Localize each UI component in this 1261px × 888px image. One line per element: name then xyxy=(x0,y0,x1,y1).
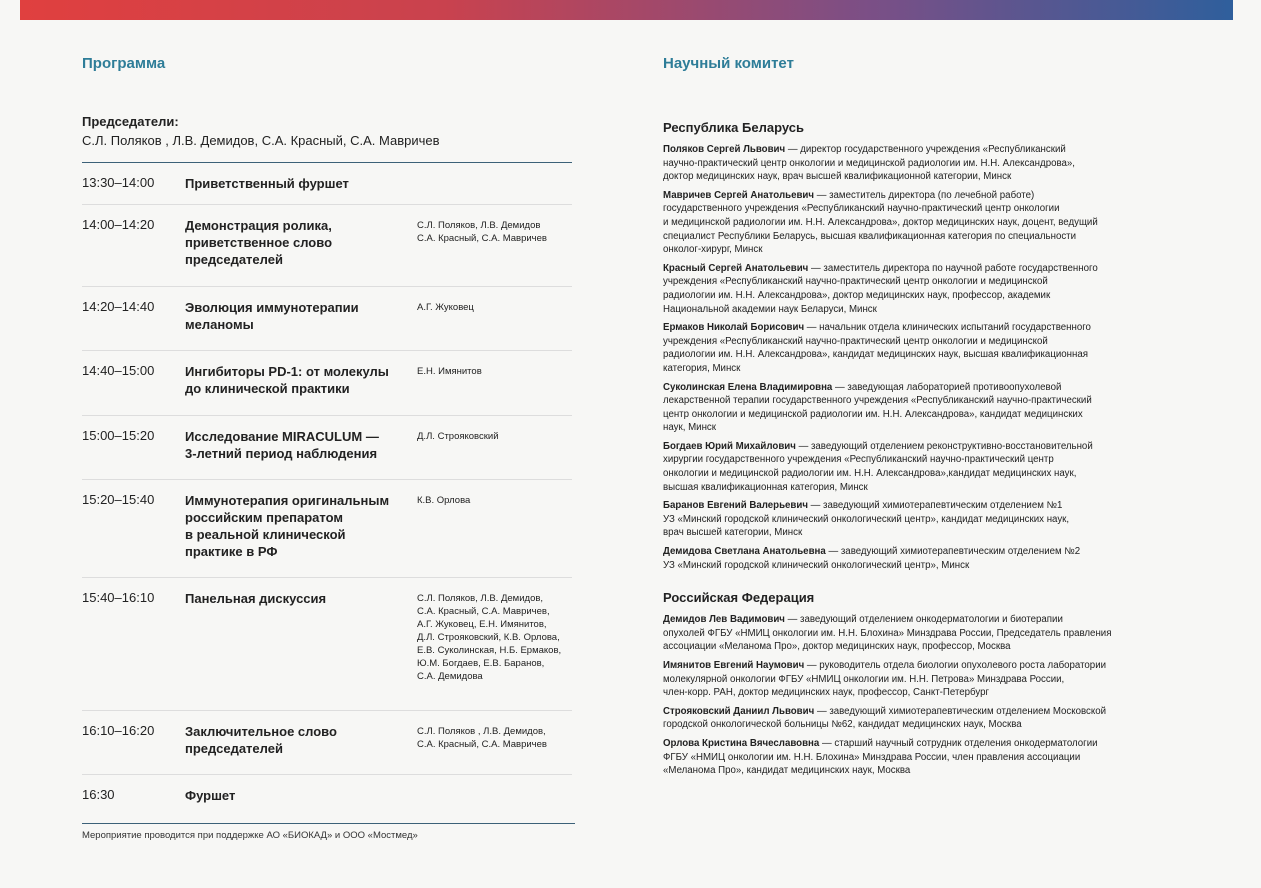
committee-member xyxy=(663,440,1203,494)
member-desc-line: — заведующий отделением онкодерматологии и биотерапии xyxy=(787,614,1063,626)
member-desc-line: лекарственной терапии государственного учреждения «Республиканский научно-практический xyxy=(663,395,1092,407)
member-name: Мавричев Сергей Анатольевич xyxy=(663,189,814,201)
schedule-time: 15:40–16:10 xyxy=(82,590,155,605)
member-desc-line: центр онкологии и медицинской радиологии им. Н.Н. Александрова», кандидат медицинских xyxy=(663,408,1083,420)
schedule-title xyxy=(185,787,417,823)
member-desc-line: категория, Минск xyxy=(663,362,741,374)
schedule-time: 14:00–14:20 xyxy=(82,217,155,232)
committee-group xyxy=(663,120,1203,572)
schedule-row xyxy=(82,578,572,711)
top-gradient-bar xyxy=(20,0,1233,20)
schedule-time: 13:30–14:00 xyxy=(82,175,155,190)
member-desc-line: онкологии и медицинской радиологии им. Н.Н. Александрова»,кандидат медицинских наук, xyxy=(663,468,1077,480)
schedule-speakers xyxy=(417,299,474,350)
schedule-speakers xyxy=(417,363,482,415)
committee-member xyxy=(663,262,1203,316)
member-name: Ермаков Николай Борисович xyxy=(663,322,805,334)
member-desc-line: хирургии государственного учреждения «Республиканский научно-практический центр xyxy=(663,454,1054,466)
member-name: Орлова Кристина Вячеславовна xyxy=(663,737,820,749)
schedule-title-line: Демонстрация ролика, xyxy=(185,218,332,233)
schedule-title xyxy=(185,590,417,710)
member-desc-line: высшая квалификационная категория, Минск xyxy=(663,481,868,493)
member-desc-line: государственного учреждения «Республиканский научно-практический центр онкологии xyxy=(663,203,1060,215)
committee-groups xyxy=(663,120,1203,778)
schedule-time: 14:20–14:40 xyxy=(82,299,155,314)
member-desc-line: — заведующий химиотерапевтическим отделением №2 xyxy=(828,546,1081,558)
committee-column xyxy=(663,55,1203,783)
committee-member xyxy=(663,381,1203,435)
speaker-line: С.Л. Поляков , Л.В. Демидов, xyxy=(417,726,546,737)
member-desc-line: наук, Минск xyxy=(663,422,717,434)
schedule-title-line: Эволюция иммунотерапии xyxy=(185,300,359,315)
member-name: Поляков Сергей Львович xyxy=(663,144,786,155)
schedule-speakers xyxy=(417,217,547,286)
member-desc-line: — заведующая лабораторией противоопухолевой xyxy=(835,381,1062,393)
schedule-title-line: Ингибиторы PD-1: от молекулы xyxy=(185,364,389,379)
schedule-time: 16:30 xyxy=(82,787,115,802)
program-schedule xyxy=(82,163,572,823)
member-desc-line: городской онкологической больницы №62, кандидат медицинских наук, Москва xyxy=(663,719,1022,731)
member-desc-line: УЗ «Минский городской клинический онкологический центр», кандидат медицинских наук, xyxy=(663,513,1070,525)
speaker-line: С.А. Красный, С.А. Мавричев xyxy=(417,233,547,244)
schedule-title-line: до клинической практики xyxy=(185,381,350,396)
schedule-time: 16:10–16:20 xyxy=(82,723,155,738)
schedule-row xyxy=(82,351,572,416)
committee-member xyxy=(663,143,1203,184)
schedule-title-line: Исследование MIRACULUM — xyxy=(185,429,379,444)
speaker-line: К.В. Орлова xyxy=(417,495,471,506)
schedule-title-line: в реальной клинической xyxy=(185,527,346,542)
schedule-row xyxy=(82,775,572,823)
committee-group xyxy=(663,590,1203,778)
committee-member xyxy=(663,613,1203,654)
member-desc-line: «Меланома Про», кандидат медицинских наук, Москва xyxy=(663,765,911,777)
speaker-line: С.Л. Поляков, Л.В. Демидов xyxy=(417,220,541,231)
schedule-speakers xyxy=(417,492,470,577)
member-name: Баранов Евгений Валерьевич xyxy=(663,500,808,512)
member-desc-line: ФГБУ «НМИЦ онкологии им. Н.Н. Блохина» Минздрава России, член правления ассоциации xyxy=(663,751,1081,763)
schedule-title-line: председателей xyxy=(185,741,283,756)
program-column xyxy=(82,55,572,841)
schedule-row xyxy=(82,711,572,775)
speaker-line: Д.Л. Строяковский xyxy=(417,431,499,442)
member-name: Демидов Лев Вадимович xyxy=(663,614,785,626)
speaker-line: С.А. Демидова xyxy=(417,671,483,682)
schedule-title xyxy=(185,723,417,774)
member-desc-line: — руководитель отдела биологии опухолевого роста лаборатории xyxy=(806,660,1107,671)
schedule-title-line: 3-летний период наблюдения xyxy=(185,446,378,461)
member-desc-line: молекулярной онкологии ФГБУ «НМИЦ онкологии им. Н.Н. Петрова» Минздрава России, xyxy=(663,673,1065,685)
schedule-title-line: Фуршет xyxy=(185,788,236,803)
member-desc-line: радиологии им. Н.Н. Александрова», доктор медицинских наук, профессор, академик xyxy=(663,289,1051,301)
member-desc-line: онколог-хирург, Минск xyxy=(663,244,763,256)
speaker-line: Е.Н. Имянитов xyxy=(417,366,482,377)
member-desc-line: член-корр. РАН, доктор медицинских наук, профессор, Санкт-Петербург xyxy=(663,687,990,699)
speaker-line: А.Г. Жуковец xyxy=(417,302,474,313)
schedule-title xyxy=(185,217,417,286)
speaker-line: А.Г. Жуковец, Е.Н. Имянитов, xyxy=(417,619,547,630)
schedule-speakers xyxy=(417,590,561,710)
member-desc-line: специалист Республики Беларусь, высшая квалификационная категория по специальности xyxy=(663,230,1077,242)
schedule-row xyxy=(82,480,572,578)
member-name: Красный Сергей Анатольевич xyxy=(663,262,809,274)
schedule-time: 14:40–15:00 xyxy=(82,363,155,378)
schedule-title-line: Приветственный фуршет xyxy=(185,176,349,191)
committee-member xyxy=(663,189,1203,257)
schedule-title-line: российским препаратом xyxy=(185,510,343,525)
schedule-title-line: Заключительное слово xyxy=(185,724,337,739)
country-heading: Республика Беларусь xyxy=(663,120,804,135)
schedule-row xyxy=(82,163,572,205)
schedule-row xyxy=(82,287,572,351)
member-desc-line: — заведующий химиотерапевтическим отделением №1 xyxy=(810,500,1063,512)
schedule-title xyxy=(185,428,417,479)
speaker-line: С.А. Красный, С.А. Мавричев xyxy=(417,739,547,750)
member-desc-line: — заведующий химиотерапевтическим отделением Московской xyxy=(816,705,1107,717)
member-name: Имянитов Евгений Наумович xyxy=(663,660,805,671)
program-title: Программа xyxy=(82,55,166,72)
chairs-names: С.Л. Поляков , Л.В. Демидов, С.А. Красный, С.А. Мавричев xyxy=(82,133,440,148)
member-desc-line: — заместитель директора по научной работе государственного xyxy=(811,262,1098,274)
schedule-row xyxy=(82,205,572,287)
chairs-block xyxy=(82,114,572,148)
speaker-line: Ю.М. Богдаев, Е.В. Баранов, xyxy=(417,658,545,669)
committee-title: Научный комитет xyxy=(663,55,794,72)
member-desc-line: — заведующий отделением реконструктивно-восстановительной xyxy=(798,440,1093,452)
schedule-speakers xyxy=(417,723,547,774)
speaker-line: С.Л. Поляков, Л.В. Демидов, xyxy=(417,593,544,604)
member-desc-line: радиологии им. Н.Н. Александрова», кандидат медицинских наук, высшая квалификационная xyxy=(663,349,1089,361)
member-desc-line: Национальной академии наук Беларуси, Минск xyxy=(663,303,877,315)
member-name: Демидова Светлана Анатольевна xyxy=(663,546,826,558)
speaker-line: Е.В. Суколинская, Н.Б. Ермаков, xyxy=(417,645,562,656)
schedule-speakers xyxy=(417,428,499,479)
committee-member xyxy=(663,499,1203,540)
committee-member xyxy=(663,545,1203,572)
member-name: Суколинская Елена Владимировна xyxy=(663,381,833,393)
schedule-title-line: председателей xyxy=(185,252,283,267)
member-desc-line: — заместитель директора (по лечебной работе) xyxy=(816,189,1035,201)
member-desc-line: — директор государственного учреждения «Республиканский xyxy=(787,144,1066,155)
member-desc-line: ассоциации «Меланома Про», доктор медицинских наук, профессор, Москва xyxy=(663,641,1011,653)
country-heading: Российская Федерация xyxy=(663,590,815,606)
schedule-title-line: Панельная дискуссия xyxy=(185,591,327,606)
member-desc-line: УЗ «Минский городской клинический онкологический центр», Минск xyxy=(663,559,970,571)
committee-member xyxy=(663,737,1203,778)
member-desc-line: учреждения «Республиканский научно-практический центр онкологии и медицинской xyxy=(663,276,1048,288)
committee-member xyxy=(663,705,1203,732)
speaker-line: Д.Л. Строяковский, К.В. Орлова, xyxy=(417,632,560,643)
schedule-title-line: практике в РФ xyxy=(185,544,278,559)
sponsor-footnote: Мероприятие проводится при поддержке АО «БИОКАД» и ООО «Мостмед» xyxy=(82,830,418,841)
member-desc-line: и медицинской радиологии им. Н.Н. Александрова», доктор медицинских наук, доцент, ведущий xyxy=(663,216,1098,228)
schedule-title xyxy=(185,363,417,415)
member-desc-line: — старший научный сотрудник отделения онкодерматологии xyxy=(821,737,1098,749)
committee-member xyxy=(663,321,1203,375)
member-desc-line: — начальник отдела клинических испытаний государственного xyxy=(806,322,1091,334)
schedule-title-line: Иммунотерапия оригинальным xyxy=(185,493,390,508)
schedule-title xyxy=(185,492,417,577)
schedule-title xyxy=(185,299,417,350)
schedule-title-line: приветственное слово xyxy=(185,235,333,250)
committee-member xyxy=(663,659,1203,700)
member-desc-line: доктор медицинских наук, врач высшей квалификационной категории, Минск xyxy=(663,171,1012,183)
chairs-label: Председатели: xyxy=(82,114,179,129)
schedule-row xyxy=(82,416,572,480)
member-desc-line: врач высшей категории, Минск xyxy=(663,527,803,539)
speaker-line: С.А. Красный, С.А. Мавричев, xyxy=(417,606,550,617)
schedule-time: 15:20–15:40 xyxy=(82,492,155,507)
schedule-time: 15:00–15:20 xyxy=(82,428,155,443)
member-desc-line: учреждения «Республиканский научно-практический центр онкологии и медицинской xyxy=(663,335,1048,347)
member-name: Богдаев Юрий Михайлович xyxy=(663,440,796,452)
member-desc-line: опухолей ФГБУ «НМИЦ онкологии им. Н.Н. Блохина» Минздрава России, Председатель правления xyxy=(663,627,1112,639)
schedule-title xyxy=(185,175,417,204)
schedule-title-line: меланомы xyxy=(185,317,254,332)
member-name: Строяковский Даниил Львович xyxy=(663,705,815,717)
program-bottom-rule xyxy=(82,823,575,824)
member-desc-line: научно-практический центр онкологии и медицинской радиологии им. Н.Н. Александрова», xyxy=(663,157,1075,169)
